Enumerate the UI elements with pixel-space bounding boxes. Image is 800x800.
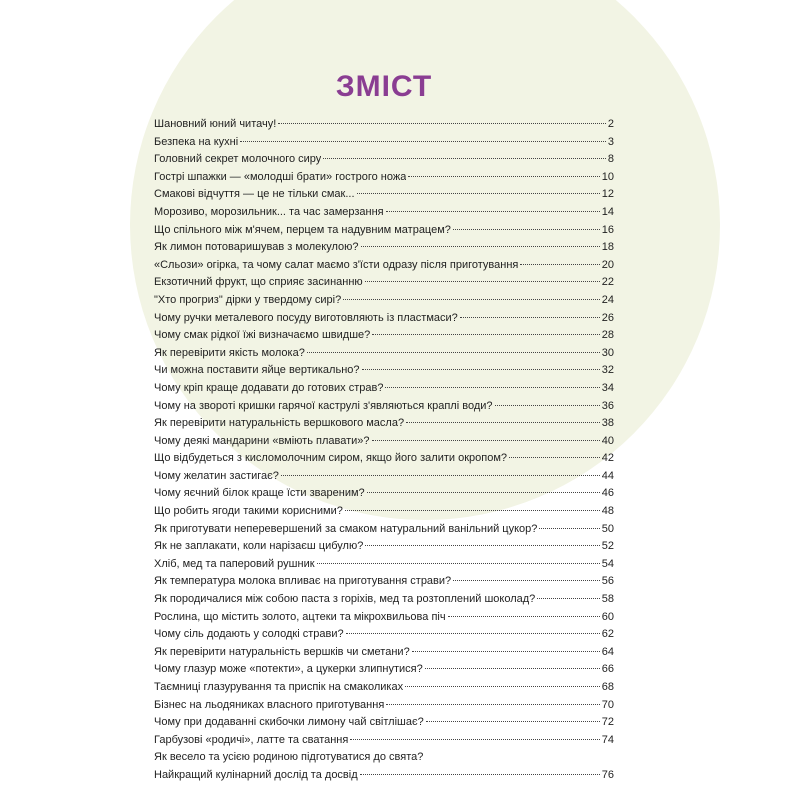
toc-entry-title: Що робить ягоди такими корисними? — [154, 505, 343, 518]
toc-entry-title: Як перевірити якість молока? — [154, 346, 305, 359]
toc-entry-page: 18 — [601, 241, 614, 254]
toc-entry-title: Як породичалися між собою паста з горіхів, мед та розтоплений шоколад? — [154, 593, 536, 606]
toc-dot-leader — [520, 264, 599, 265]
toc-entry-page: 72 — [601, 716, 614, 729]
toc-dot-leader — [537, 598, 599, 599]
toc-entry — [154, 452, 614, 470]
toc-dot-leader — [460, 317, 600, 318]
toc-dot-leader — [412, 651, 600, 652]
toc-entry — [154, 435, 614, 453]
toc-entry-page: 3 — [607, 135, 614, 148]
toc-entry-title: Як не заплакати, коли нарізаєш цибулю? — [154, 540, 364, 553]
toc-entry-title: Чому глазур може «потекти», а цукерки злипнутися? — [154, 663, 423, 676]
toc-dot-leader — [362, 369, 600, 370]
toc-entry-title: Найкращий кулінарний дослід та досвід — [154, 768, 358, 781]
toc-entry-title: Чому кріп краще додавати до готових страв? — [154, 381, 384, 394]
toc-entry — [154, 241, 614, 259]
toc-entry-page: 38 — [601, 417, 614, 430]
toc-entry-page: 74 — [601, 733, 614, 746]
toc-entry-page: 30 — [601, 346, 614, 359]
toc-entry-title: Чому деякі мандарини «вміють плавати»? — [154, 434, 370, 447]
toc-entry-title: Рослина, що містить золото, ацтеки та мікрохвильова піч — [154, 610, 446, 623]
toc-dot-leader — [426, 721, 600, 722]
toc-dot-leader — [317, 563, 600, 564]
toc-entry-title: Морозиво, морозильник... та час замерзання — [154, 205, 384, 218]
toc-entry-title: Бізнес на льодяниках власного приготування — [154, 698, 385, 711]
toc-entry-page: 66 — [601, 663, 614, 676]
toc-entry-page: 32 — [601, 364, 614, 377]
toc-entry — [154, 470, 614, 488]
toc-entry-page: 70 — [601, 698, 614, 711]
toc-entry — [154, 575, 614, 593]
toc-entry-page: 10 — [601, 170, 614, 183]
toc-entry — [154, 364, 614, 382]
toc-entry — [154, 646, 614, 664]
toc-entry — [154, 136, 614, 154]
toc-dot-leader — [343, 299, 600, 300]
toc-entry-page: 34 — [601, 381, 614, 394]
toc-entry-page: 14 — [601, 205, 614, 218]
toc-entry — [154, 540, 614, 558]
toc-entry-page: 12 — [601, 188, 614, 201]
toc-entry-title: Таємниці глазурування та приспік на смаколиках — [154, 681, 404, 693]
toc-entry-page: 22 — [601, 276, 614, 289]
toc-entry-page: 58 — [601, 593, 614, 606]
toc-entry-title: Як перевірити натуральність вершкового масла? — [154, 417, 405, 430]
toc-entry — [154, 312, 614, 330]
toc-list — [154, 118, 614, 787]
toc-entry — [154, 329, 614, 347]
toc-dot-leader — [346, 633, 600, 634]
toc-entry-page: 64 — [601, 645, 614, 658]
toc-entry — [154, 417, 614, 435]
toc-dot-leader — [240, 141, 606, 142]
toc-dot-leader — [365, 281, 600, 282]
toc-dot-leader — [367, 492, 600, 493]
toc-entry — [154, 593, 614, 611]
toc-entry — [154, 628, 614, 646]
toc-entry-page: 54 — [601, 557, 614, 570]
toc-dot-leader — [495, 405, 600, 406]
toc-entry-title: Чому сіль додають у солодкі страви? — [154, 628, 344, 641]
toc-entry-title: Що відбудеться з кисломолочним сиром, якщо його залити окропом? — [154, 452, 507, 465]
toc-dot-leader — [425, 668, 600, 669]
toc-dot-leader — [406, 422, 600, 423]
toc-entry-title: «Сльози» огірка, та чому салат маємо з'їсти одразу після приготування — [154, 258, 519, 271]
toc-dot-leader — [357, 193, 600, 194]
toc-entry — [154, 347, 614, 365]
toc-dot-leader — [372, 440, 600, 441]
toc-entry-title: "Хто прогриз" дірки у твердому сирі? — [154, 293, 342, 306]
toc-entry — [154, 611, 614, 629]
toc-entry — [154, 224, 614, 242]
toc-entry — [154, 523, 614, 541]
toc-entry-page: 76 — [601, 768, 614, 781]
toc-entry-page: 44 — [601, 469, 614, 482]
toc-dot-leader — [350, 739, 599, 740]
toc-entry-title: Як перевірити натуральність вершків чи сметани? — [154, 645, 410, 658]
toc-dot-leader — [365, 545, 599, 546]
toc-entry-page: 56 — [601, 575, 614, 588]
toc-entry — [154, 487, 614, 505]
toc-dot-leader — [385, 387, 599, 388]
toc-dot-leader — [361, 246, 600, 247]
toc-dot-leader — [360, 774, 600, 775]
toc-entry — [154, 751, 614, 769]
toc-entry-title: Екзотичний фрукт, що сприяє засинанню — [154, 276, 363, 289]
toc-entry — [154, 276, 614, 294]
toc-entry — [154, 171, 614, 189]
toc-entry-page: 42 — [601, 452, 614, 465]
toc-entry — [154, 153, 614, 171]
toc-entry-page: 2 — [607, 118, 614, 130]
toc-entry — [154, 681, 614, 699]
toc-entry-title: Як лимон потоваришував з молекулою? — [154, 241, 359, 254]
toc-entry — [154, 734, 614, 752]
toc-entry — [154, 769, 614, 787]
toc-entry — [154, 663, 614, 681]
page-title: ЗМІСТ — [335, 70, 433, 103]
toc-entry-page: 26 — [601, 311, 614, 324]
toc-entry-page: 28 — [601, 329, 614, 342]
toc-entry-title: Що спільного між м'ячем, перцем та надувним матрацем? — [154, 223, 451, 236]
toc-entry-title: Чому желатин застигає? — [154, 469, 279, 482]
toc-dot-leader — [408, 176, 599, 177]
toc-dot-leader — [386, 704, 599, 705]
toc-entry-title: Чи можна поставити яйце вертикально? — [154, 364, 360, 377]
toc-entry-page: 62 — [601, 628, 614, 641]
toc-page — [154, 66, 614, 787]
toc-entry-title: Гарбузові «родичі», латте та сватання — [154, 733, 349, 746]
toc-dot-leader — [345, 510, 600, 511]
toc-entry-title: Гострі шпажки — «молодші брати» гострого ножа — [154, 170, 407, 183]
toc-entry-title: Чому яєчний білок краще їсти звареним? — [154, 487, 365, 500]
toc-entry-title: Головний секрет молочного сиру — [154, 153, 322, 166]
toc-entry-page: 20 — [601, 258, 614, 271]
toc-entry — [154, 188, 614, 206]
toc-entry — [154, 259, 614, 277]
toc-entry-title: Чому при додаванні скибочки лимону чай світлішає? — [154, 716, 424, 729]
toc-dot-leader — [448, 616, 600, 617]
toc-dot-leader — [386, 211, 600, 212]
toc-dot-leader — [539, 528, 599, 529]
toc-entry — [154, 206, 614, 224]
toc-entry — [154, 382, 614, 400]
toc-entry-page: 60 — [601, 610, 614, 623]
toc-dot-leader — [323, 158, 606, 159]
toc-entry-title: Як весело та усією родиною підготуватися до свята? — [154, 751, 424, 764]
toc-entry — [154, 716, 614, 734]
toc-entry-page: 40 — [601, 434, 614, 447]
toc-entry-page: 8 — [607, 153, 614, 166]
toc-dot-leader — [307, 352, 600, 353]
toc-dot-leader — [509, 457, 600, 458]
toc-entry-page: 68 — [601, 681, 614, 693]
toc-dot-leader — [372, 334, 599, 335]
toc-entry-page: 46 — [601, 487, 614, 500]
toc-entry-title: Чому смак рідкої їжі визначаємо швидше? — [154, 329, 371, 342]
toc-entry — [154, 400, 614, 418]
toc-entry-title: Чому на звороті кришки гарячої каструлі з'являються краплі води? — [154, 399, 493, 412]
toc-entry — [154, 118, 614, 136]
toc-entry-page: 24 — [601, 293, 614, 306]
toc-dot-leader — [453, 580, 600, 581]
toc-dot-leader — [281, 475, 600, 476]
toc-dot-leader — [453, 229, 600, 230]
toc-entry-title: Смакові відчуття — це не тільки смак... — [154, 188, 355, 201]
toc-entry-title: Як температура молока впливає на приготування страви? — [154, 575, 452, 588]
toc-entry-page: 52 — [601, 540, 614, 553]
toc-entry — [154, 699, 614, 717]
toc-entry-page: 50 — [601, 522, 614, 535]
toc-entry-page: 48 — [601, 505, 614, 518]
toc-entry-page: 36 — [601, 399, 614, 412]
toc-entry-title: Шановний юний читачу! — [154, 118, 277, 130]
toc-entry — [154, 294, 614, 312]
toc-entry — [154, 505, 614, 523]
toc-dot-leader — [405, 686, 600, 687]
toc-entry — [154, 558, 614, 576]
toc-dot-leader — [278, 123, 606, 124]
toc-entry-title: Хліб, мед та паперовий рушник — [154, 557, 315, 570]
toc-entry-title: Чому ручки металевого посуду виготовляють із пластмаси? — [154, 311, 458, 324]
toc-entry-page: 16 — [601, 223, 614, 236]
toc-entry-title: Безпека на кухні — [154, 135, 239, 148]
toc-entry-title: Як приготувати неперевершений за смаком натуральний ванільний цукор? — [154, 522, 538, 535]
